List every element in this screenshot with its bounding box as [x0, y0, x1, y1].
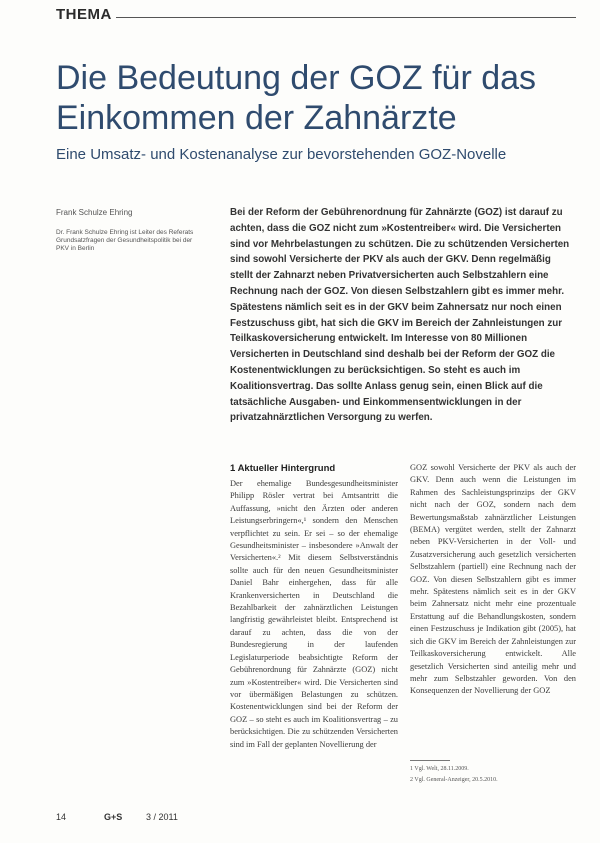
author-name: Frank Schulze Ehring — [56, 208, 133, 217]
lead-paragraph: Bei der Reform der Gebührenordnung für Zahnärzte (GOZ) ist darauf zu achten, dass die GOZ nicht zum »Kostentreiber« wird. Die Versicherten sind vor Mehrbelastungen zu schützen. Die zu schützenden Versicherten sind sowohl Versicherte der PKV als auch der GKV. Denn regelmäßig stellt der Zahnarzt neben Privatversicherten auch Selbstzahlern eine Rechnung nach der GOZ. Von diesen Selbstzahlern gibt es immer mehr. Spätestens nämlich seit es in der GKV beim Zahnersatz nur noch einen Festzuschuss gibt, hat sich die GKV im Bereich der Zahnleistungen zur Teilkaskoversicherung entwickelt. Im Interesse von 80 Millionen Versicherten in Deutschland sind deshalb bei der Reform der GOZ die Kostenentwicklungen zu berücksichtigen. So steht es auch im Koalitionsvertrag. Das sollte Anlass genug sein, einen Blick auf die tatsächliche Ausgaben- und Einkommensentwicklungen in der privatzahnärztlichen Versorgung zu werfen. — [230, 207, 570, 424]
journal-name: G+S — [104, 812, 123, 822]
page-footer — [56, 812, 256, 826]
section-label: THEMA — [56, 6, 112, 23]
section-heading: 1 Aktueller Hintergrund — [230, 463, 336, 474]
body-column-2: GOZ sowohl Versicherte der PKV als auch der GKV. Denn auch wenn die Leistungen im Rahmen des Sachleistungsprinzips der GKV nicht nach der GOZ, sondern nach dem Bewertungsmaßstab zahnärztlicher Leistungen (BEMA) vergütet werden, stellt der Zahnarzt neben PKV-Versicherten in der Voll- und Zusatzversicherung auch gesetzlich versicherten Selbstzahlern (partiell) eine Rechnung nach der GOZ. Von diesen Selbstzahlern gibt es immer mehr. Spätestens nämlich seit es in der GKV beim Zahnersatz nicht mehr eine prozentuale Erstattung auf die Behandlungskosten, sondern einen Festzuschuss je Indikation gibt (2005), hat sich die GKV im Bereich der Zahnleistungen zur Teilkaskoversicherung entwickelt. Alle gesetzlich Versicherten sind anteilig mehr und mehr zum Selbstzahler geworden. Von den Konsequenzen der Novellierung der GOZ — [410, 463, 576, 696]
header-rule — [116, 17, 576, 18]
section-header — [56, 6, 576, 26]
footnote-rule — [410, 760, 450, 761]
page-number: 14 — [56, 812, 67, 822]
footnote-2: 2 Vgl. General-Anzeiger, 20.5.2010. — [410, 777, 498, 783]
author-note: Dr. Frank Schulze Ehring ist Leiter des Referats Grundsatzfragen der Gesundheitspolitik bei der PKV in Berlin — [56, 229, 194, 252]
journal-issue: 3 / 2011 — [146, 812, 178, 822]
article-subtitle: Eine Umsatz- und Kostenanalyse zur bevorstehenden GOZ-Novelle — [56, 146, 507, 163]
footnote-1: 1 Vgl. Welt, 28.11.2009. — [410, 766, 469, 772]
title-line-2: Einkommen der Zahnärzte — [56, 99, 457, 137]
article-title — [56, 58, 576, 138]
title-line-1: Die Bedeutung der GOZ für das — [56, 59, 537, 97]
body-column-1: Der ehemalige Bundesgesundheitsminister Philipp Rösler vertrat bei Amtsantritt die Auffassung, »nicht den Ärzten oder anderen Leistungserbringern«,¹ sondern den Menschen verpflichtet zu sein. Er sei – so der ehemalige Gesundheitsminister – insbesondere »Anwalt der Versicherten«.² Mit diesem Selbstverständnis sollte auch für den neuen Gesundheitsminister Daniel Bahr einhergehen, dass für alle Krankenversicherten in Deutschland die Bezahlbarkeit der zahnärztlichen Leistungen langfristig gewährleistet bleibt. Entsprechend ist darauf zu achten, dass die von der Bundesregierung in der laufenden Legislaturperiode beabsichtigte Reform der Gebührenordnung für Zahnärzte (GOZ) nicht zum »Kostentreiber« wird. Die Versicherten sind vor übermäßigen Belastungen zu schützen. Kostenentwicklungen sind bei der Reform der GOZ – so steht es auch im Koalitionsvertrag – zu berücksichtigen. Die zu schützenden Versicherten sind im Fall der geplanten Novellierung der — [230, 479, 398, 749]
